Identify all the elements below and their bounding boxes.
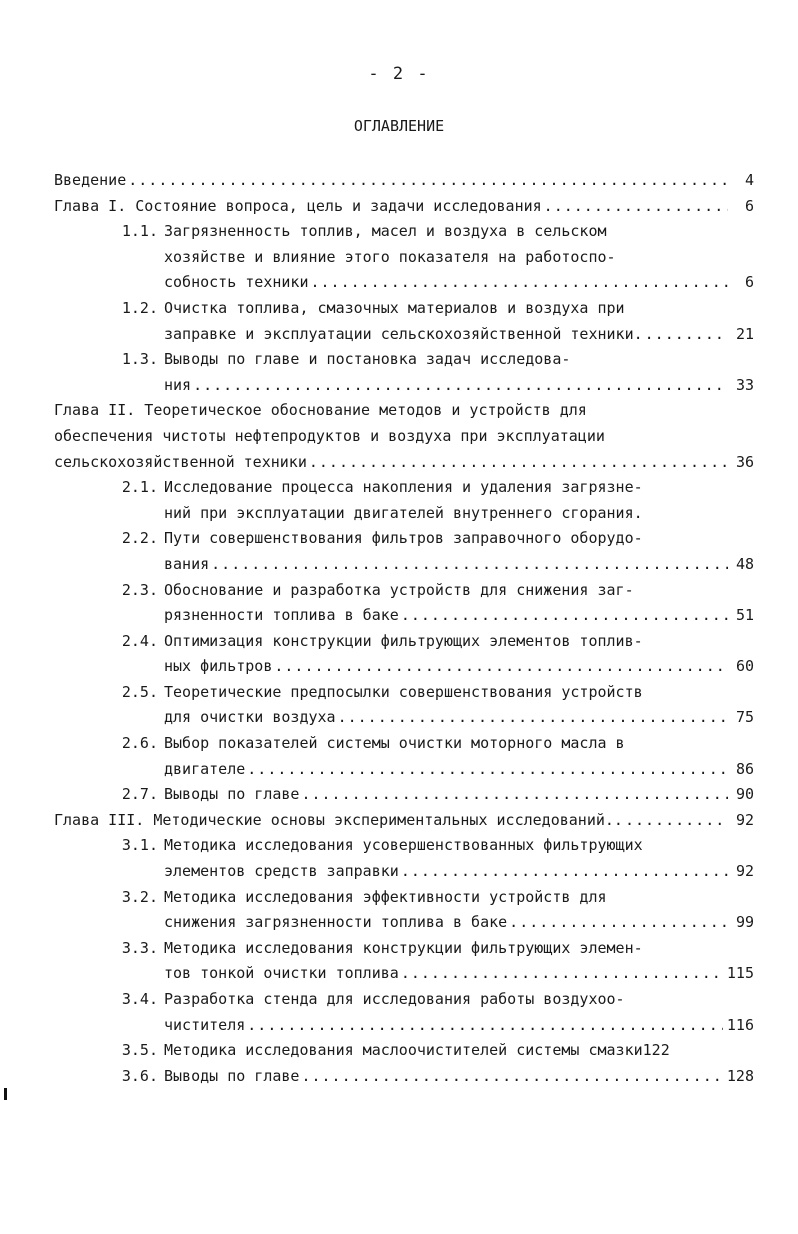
toc-entry-text: Введение xyxy=(54,171,127,189)
toc-section-number: 2.4. xyxy=(121,631,158,650)
toc-entry xyxy=(54,936,754,962)
toc-entry-continuation xyxy=(54,961,754,987)
toc-section-number: 2.6. xyxy=(121,734,158,753)
toc-entry-text: вания xyxy=(164,554,210,573)
toc-entry-continuation xyxy=(54,757,754,783)
toc-entry-text: Методика исследования конструкции фильтрующих элемен- xyxy=(164,938,643,957)
toc-entry xyxy=(54,194,754,220)
toc-entry-text: Выводы по главе и постановка задач исследова- xyxy=(164,350,571,369)
toc-entry-continuation xyxy=(54,424,754,450)
dot-leader xyxy=(544,194,728,220)
toc-page-number: 51 xyxy=(735,606,754,625)
toc-entry-text: сельскохозяйственной техники xyxy=(54,452,307,471)
toc-entry-text: Глава I. Состояние вопроса, цель и задачи исследования xyxy=(54,196,542,215)
scan-margin-mark xyxy=(4,1088,7,1100)
toc-entry-text: Оптимизация конструкции фильтрующих элементов топлив- xyxy=(164,631,643,650)
toc-entry xyxy=(54,680,754,706)
toc-entry-text: Глава III. Методические основы экспериментальных исследований.. xyxy=(54,810,623,829)
toc-entry-text: Методика исследования маслоочистителей системы смазки xyxy=(164,1041,643,1060)
dot-leader xyxy=(193,373,728,399)
toc-page-number: 60 xyxy=(735,657,754,676)
toc-entry-continuation xyxy=(54,245,754,271)
dot-leader xyxy=(301,1064,722,1090)
dot-leader xyxy=(309,450,728,476)
toc-page-number: 86 xyxy=(735,759,754,778)
toc-entry-text: Методика исследования усовершенствованных фильтрующих xyxy=(164,836,643,855)
dot-leader xyxy=(211,552,728,578)
toc-page-number: 6 xyxy=(744,273,754,292)
toc-page-number: 116 xyxy=(726,1015,754,1034)
toc-entry-text: снижения загрязненности топлива в баке xyxy=(164,913,508,932)
toc-section-number: 3.1. xyxy=(121,836,158,855)
toc-entry xyxy=(54,1038,754,1064)
toc-entry-text: Обоснование и разработка устройств для снижения заг- xyxy=(164,580,634,599)
toc-section-number: 3.6. xyxy=(121,1066,158,1085)
dot-leader xyxy=(274,654,728,680)
toc-section-number: 3.3. xyxy=(121,938,158,957)
toc-section-number: 3.2. xyxy=(121,887,158,906)
toc-entry-continuation xyxy=(54,450,754,476)
toc-entry-text: Методика исследования эффективности устройств для xyxy=(164,887,607,906)
toc-entry xyxy=(54,398,754,424)
toc-page-number: 75 xyxy=(735,708,754,727)
toc-entry-continuation xyxy=(54,501,754,527)
dot-leader xyxy=(401,603,728,629)
toc-entry xyxy=(54,987,754,1013)
toc-entry-text: чистителя xyxy=(164,1015,246,1034)
toc-page-number: 90 xyxy=(735,785,754,804)
toc-page-number: 6 xyxy=(744,196,754,215)
toc-entry-continuation xyxy=(54,654,754,680)
toc-title: ОГЛАВЛЕНИЕ xyxy=(353,117,445,135)
toc-entry-continuation xyxy=(54,552,754,578)
toc-entry xyxy=(54,833,754,859)
toc-page-number: 92 xyxy=(735,862,754,881)
toc-entry xyxy=(54,296,754,322)
toc-page-number: 4 xyxy=(744,171,754,189)
toc-entry-text: обеспечения чистоты нефтепродуктов и воздуха при эксплуатации xyxy=(54,426,605,445)
toc-entry xyxy=(54,1064,754,1090)
toc-entry-text: двигателе xyxy=(164,759,246,778)
dot-leader xyxy=(625,808,728,834)
toc-section-number: 2.1. xyxy=(121,478,158,497)
toc-entry xyxy=(54,731,754,757)
dot-leader xyxy=(338,705,728,731)
toc-entry-text: ных фильтров xyxy=(164,657,273,676)
toc-entry-text: Теоретические предпосылки совершенствования устройств xyxy=(164,682,643,701)
toc-entry-text: рязненности топлива в баке xyxy=(164,606,399,625)
toc-entry-continuation xyxy=(54,603,754,629)
dot-leader xyxy=(509,910,728,936)
toc-entry xyxy=(54,629,754,655)
toc-entry-text: собность техники xyxy=(164,273,309,292)
toc-entry xyxy=(54,578,754,604)
toc-entry-continuation xyxy=(54,910,754,936)
toc-entry xyxy=(54,885,754,911)
toc-page-number: 21 xyxy=(735,324,754,343)
toc-entry-text: Выбор показателей системы очистки моторного масла в xyxy=(164,734,625,753)
toc-entry-text: Глава II. Теоретическое обоснование методов и устройств для xyxy=(54,401,587,420)
dot-leader xyxy=(401,961,723,987)
toc-page-number: 115 xyxy=(726,964,754,983)
toc-section-number: 2.3. xyxy=(121,580,158,599)
dot-leader xyxy=(401,859,728,885)
toc-page-number: 122 xyxy=(642,1041,670,1060)
toc-entry xyxy=(54,219,754,245)
toc-entry-text: для очистки воздуха xyxy=(164,708,336,727)
toc-entry-text: Выводы по главе xyxy=(164,785,300,804)
toc-page-number: 33 xyxy=(735,375,754,394)
dot-leader xyxy=(247,1013,723,1039)
toc-entry-continuation xyxy=(54,270,754,296)
toc-entry-text: хозяйстве и влияние этого показателя на работоспо- xyxy=(164,247,616,266)
toc-entry-text: заправке и эксплуатации сельскохозяйственной техники. xyxy=(164,324,643,343)
dot-leader xyxy=(301,782,728,808)
toc-entry-text: Разработка стенда для исследования работы воздухоо- xyxy=(164,990,625,1008)
toc-entry-text: элементов средств заправки xyxy=(164,862,399,881)
toc-entry-text: тов тонкой очистки топлива xyxy=(164,964,399,983)
dot-leader xyxy=(645,322,728,348)
toc-entry xyxy=(54,168,754,194)
toc-entry-text: Выводы по главе xyxy=(164,1066,300,1085)
dot-leader xyxy=(311,270,729,296)
toc-page-number: 99 xyxy=(735,913,754,932)
toc-section-number: 1.1. xyxy=(121,222,158,241)
toc-section-number: 1.3. xyxy=(121,350,158,369)
toc-section-number: 1.2. xyxy=(121,298,158,317)
toc-entry-text: ния xyxy=(164,375,192,394)
toc-page-number: 128 xyxy=(726,1066,754,1085)
toc-section-number: 3.4. xyxy=(121,990,158,1008)
toc-entry-text: ний при эксплуатации двигателей внутреннего сгорания. xyxy=(164,503,643,522)
dot-leader xyxy=(247,757,728,783)
dot-leader xyxy=(128,168,728,194)
toc-page-number: 92 xyxy=(735,810,754,829)
toc-entry-continuation xyxy=(54,373,754,399)
toc-entry-text: Загрязненность топлив, масел и воздуха в сельском xyxy=(164,222,607,241)
toc-entry xyxy=(54,347,754,373)
page-number: - 2 - xyxy=(368,64,430,84)
toc-section-number: 2.7. xyxy=(121,785,158,804)
toc-entry-text: Пути совершенствования фильтров заправочного оборудо- xyxy=(164,529,643,548)
toc-entry-continuation xyxy=(54,705,754,731)
toc-section-number: 3.5. xyxy=(121,1041,158,1060)
toc-entry-continuation xyxy=(54,859,754,885)
toc-entry xyxy=(54,475,754,501)
toc-entry xyxy=(54,782,754,808)
toc-entry xyxy=(54,808,754,834)
toc-entry-text: Исследование процесса накопления и удаления загрязне- xyxy=(164,478,643,497)
toc-entry-continuation xyxy=(54,322,754,348)
toc-entry xyxy=(54,526,754,552)
toc-page-number: 48 xyxy=(735,554,754,573)
toc-section-number: 2.5. xyxy=(121,682,158,701)
toc-section-number: 2.2. xyxy=(121,529,158,548)
table-of-contents xyxy=(54,168,754,1089)
toc-page-number: 36 xyxy=(735,452,754,471)
toc-entry-continuation xyxy=(54,1013,754,1039)
toc-entry-text: Очистка топлива, смазочных материалов и воздуха при xyxy=(164,298,625,317)
